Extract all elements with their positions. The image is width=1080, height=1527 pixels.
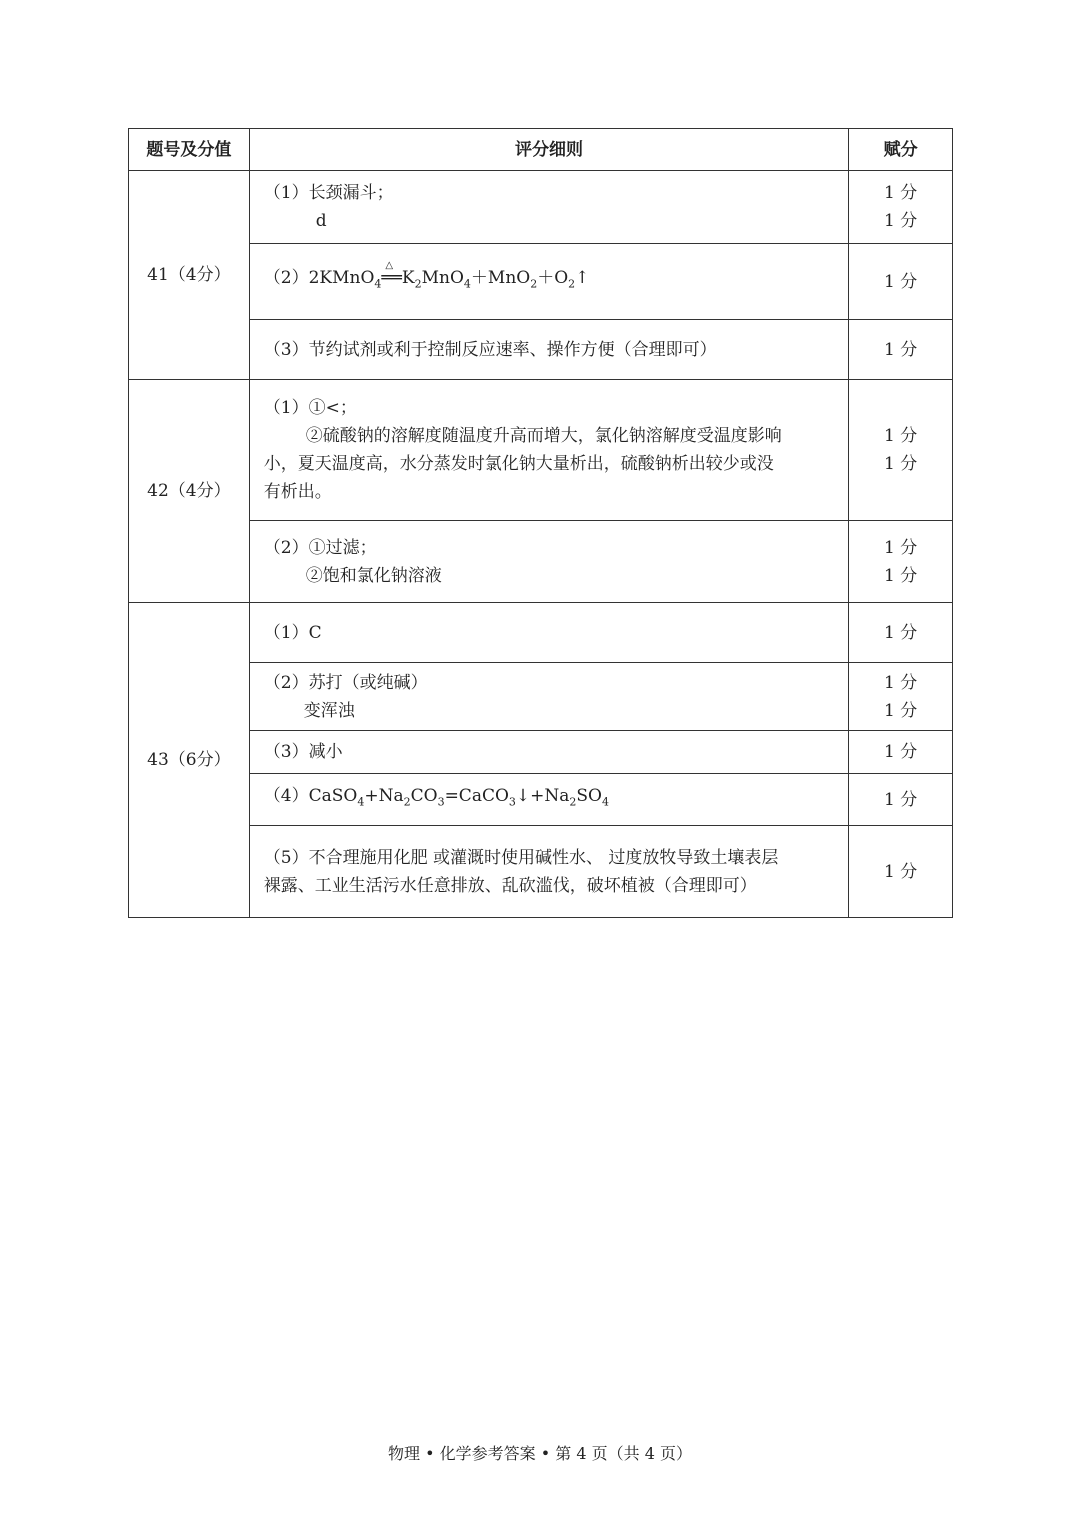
q43-part5-points: 1 分: [849, 826, 953, 918]
table-row: [129, 826, 953, 918]
table-row: [129, 731, 953, 774]
question-43-label: 43（6分）: [129, 603, 250, 918]
q42-part2-rule: （2）①过滤； ②饱和氯化钠溶液: [249, 521, 848, 603]
page-footer: 物理 • 化学参考答案 • 第 4 页（共 4 页）: [388, 1444, 692, 1463]
q42-part1-rule: （1）①<； ②硫酸钠的溶解度随温度升高而增大，氯化钠溶解度受温度影响 小，夏天温度高，水分蒸发时氯化钠大量析出，硫酸钠析出较少或没 有析出。: [249, 380, 848, 521]
scoring-table: [128, 128, 953, 918]
header-question: 题号及分值: [129, 129, 250, 171]
table-row: [129, 244, 953, 320]
q43-part3-rule: （3）减小: [249, 731, 848, 774]
question-42-label: 42（4分）: [129, 380, 250, 603]
header-row: [129, 129, 953, 171]
table-row: [129, 603, 953, 663]
q43-part2-points: 1 分 1 分: [849, 663, 953, 731]
q43-part4-equation: $(4)CaSO_4+Na_2CO_3=CaCO_3↓+Na_2SO_4$: [249, 774, 848, 826]
q43-part4-points: 1 分: [849, 774, 953, 826]
question-41-label: 41（4分）: [129, 171, 250, 380]
table-row: [129, 320, 953, 380]
q41-part1-rule: （1）长颈漏斗； d: [249, 171, 848, 244]
table-row: [129, 521, 953, 603]
table-row: [129, 663, 953, 731]
q43-part3-points: 1 分: [849, 731, 953, 774]
q43-part1-points: 1 分: [849, 603, 953, 663]
q43-part5-rule: （5）不合理施用化肥 或灌溉时使用碱性水、 过度放牧导致土壤表层 裸露、工业生活污水任意排放、乱砍滥伐，破坏植被（合理即可）: [249, 826, 848, 918]
q41-part3-points: 1 分: [849, 320, 953, 380]
table-row: [129, 774, 953, 826]
header-points: 赋分: [849, 129, 953, 171]
q41-part1-points: 1 分 1 分: [849, 171, 953, 244]
q41-part2-points: 1 分: [849, 244, 953, 320]
q42-part2-points: 1 分 1 分: [849, 521, 953, 603]
header-rules: 评分细则: [249, 129, 848, 171]
table-row: [129, 171, 953, 244]
table-row: [129, 380, 953, 521]
q41-part3-rule: （3）节约试剂或利于控制反应速率、操作方便（合理即可）: [249, 320, 848, 380]
q42-part1-points: 1 分 1 分: [849, 380, 953, 521]
q43-part1-rule: （1）C: [249, 603, 848, 663]
q43-part2-rule: （2）苏打（或纯碱） 变浑浊: [249, 663, 848, 731]
q41-part2-equation: （2）2KMnO$_4$ △ $══K_2MnO_4+MnO_2+O_2↑$: [249, 244, 848, 320]
